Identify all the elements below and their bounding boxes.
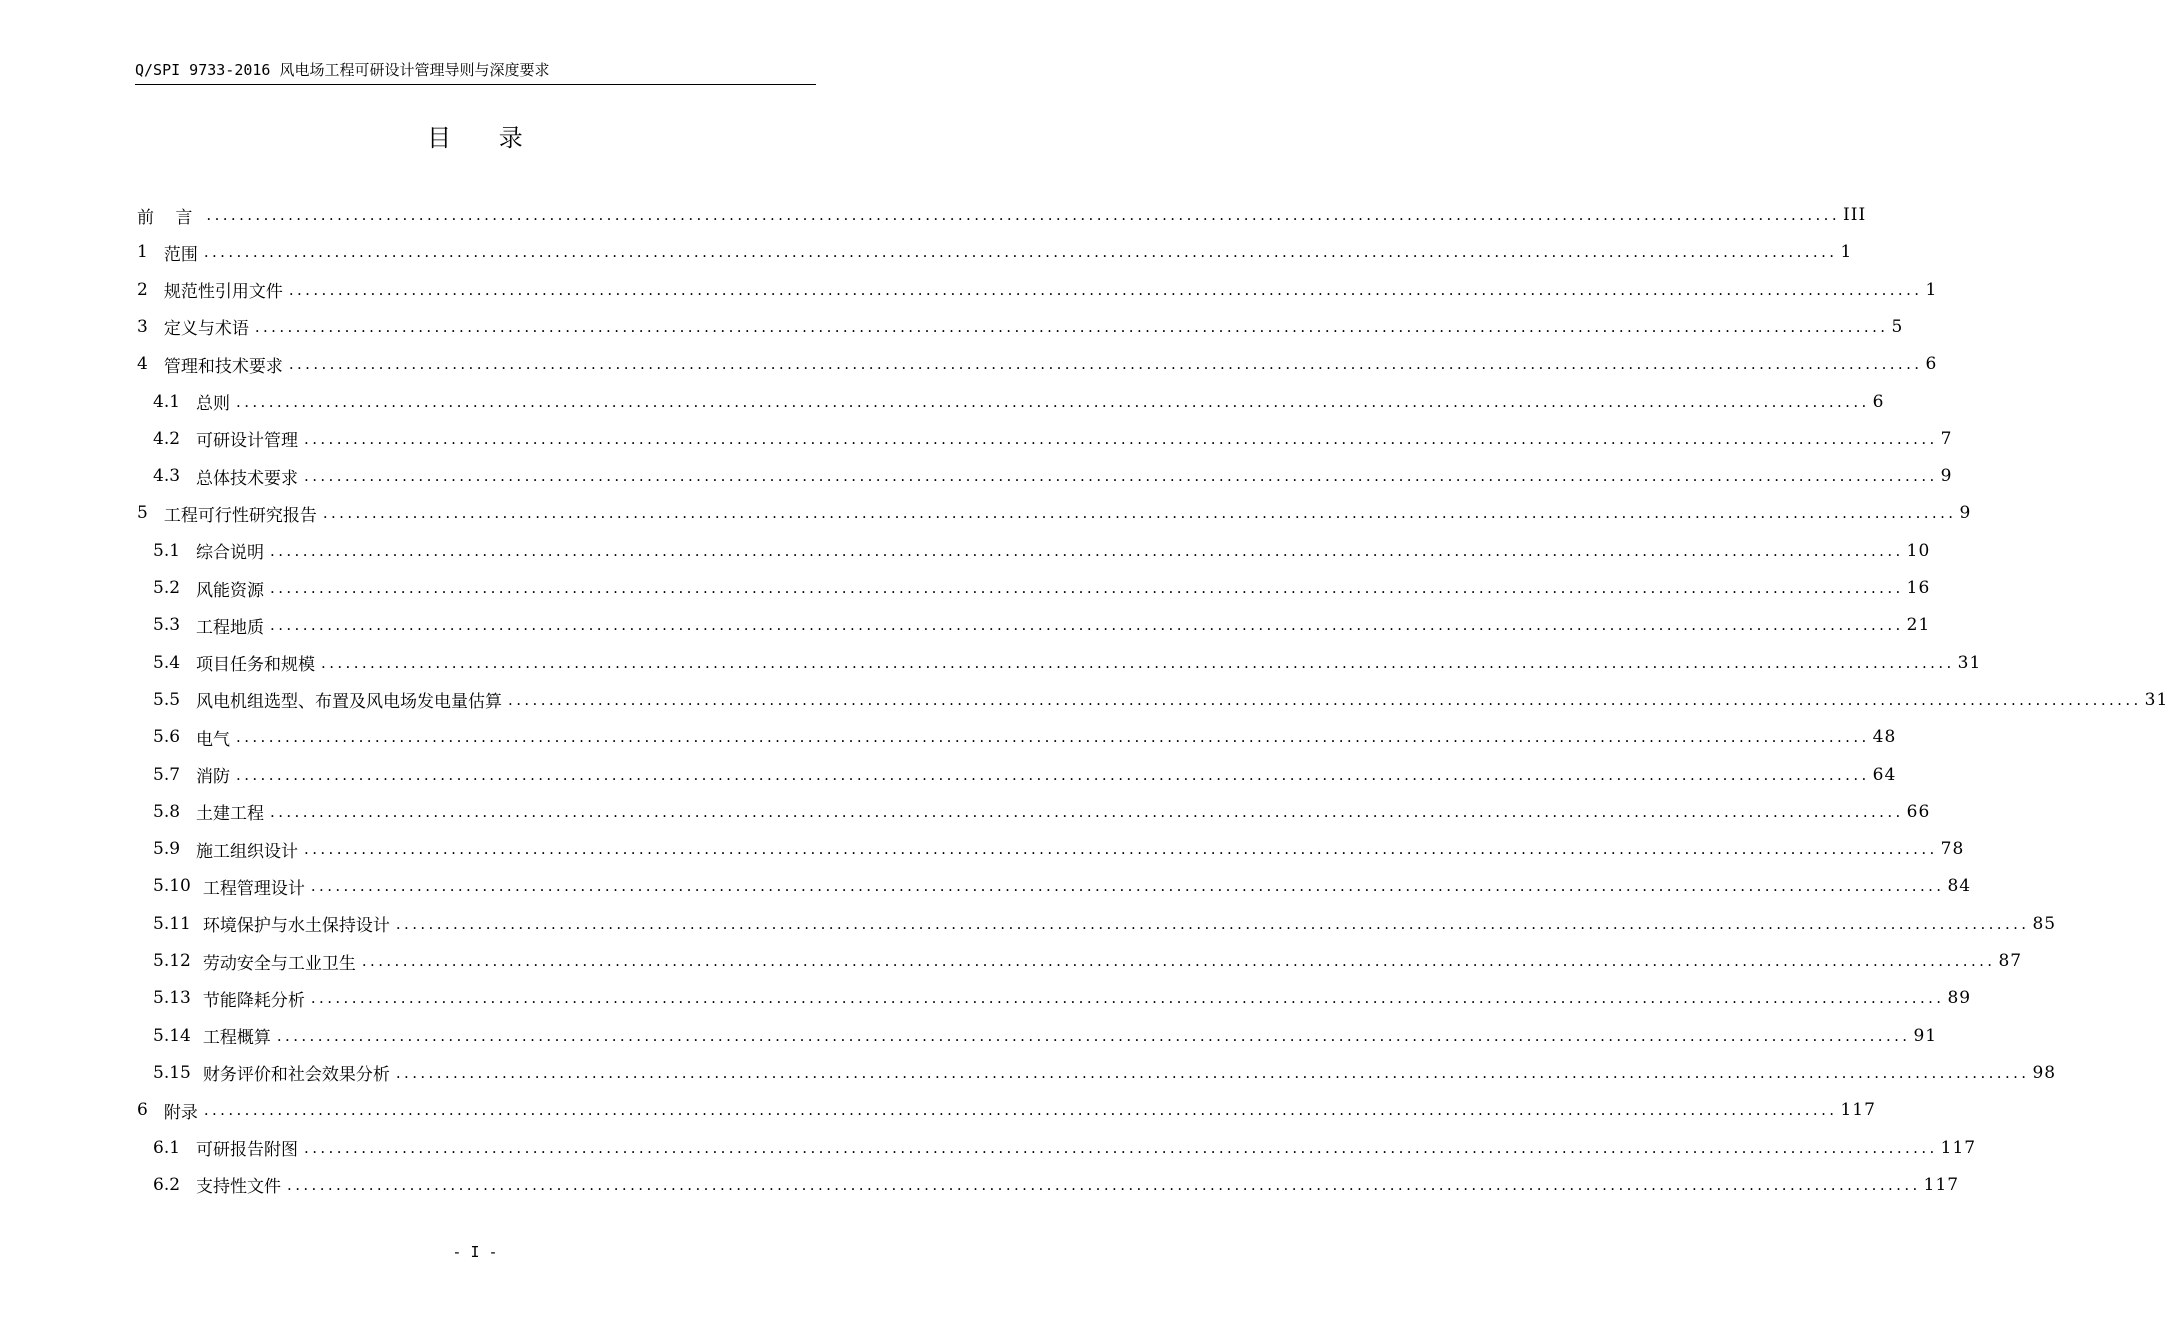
toc-entry-page: III: [1843, 205, 1867, 225]
toc-entry-number: 4: [137, 354, 148, 375]
toc-entry-page: 16: [1906, 578, 1931, 598]
toc-entry[interactable]: [153, 461, 1953, 491]
toc-entry-number: 5.15: [153, 1062, 191, 1083]
toc-leader-dots: ........................................................................................................................................................................................................: [270, 802, 1904, 821]
toc-leader-dots: ........................................................................................................................................................................................................: [270, 579, 1904, 597]
toc-entry-number: 5.4: [153, 652, 181, 673]
toc-leader-dots: ........................................................................................................................................................................................................: [270, 616, 1904, 635]
toc-entry-number: 5.2: [153, 578, 181, 598]
toc-entry[interactable]: [153, 797, 1931, 827]
toc-leader-dots: ........................................................................................................................................................................................................: [288, 280, 1923, 299]
toc-entry-number: 4.3: [153, 466, 181, 487]
toc-entry-number: 5.11: [153, 913, 191, 934]
toc-entry-page: 64: [1872, 764, 1897, 785]
toc-entry-label: 消防: [196, 767, 231, 787]
toc-leader-dots: ........................................................................................................................................................................................................: [310, 877, 1945, 896]
toc-leader-dots: ........................................................................................................................................................................................................: [321, 653, 1955, 672]
toc-entry[interactable]: [153, 722, 1897, 752]
toc-entry-number: 5.8: [153, 801, 181, 822]
toc-entry-label: 附录: [163, 1102, 198, 1123]
toc-leader-dots: ........................................................................................................................................................................................................: [395, 914, 2030, 933]
toc-entry-number: 5.14: [153, 1025, 191, 1046]
toc-entry-label: 规范性引用文件: [163, 282, 283, 303]
toc-leader-dots: ........................................................................................................................................................................................................: [287, 1175, 1921, 1194]
toc-entry-label: 工程管理设计: [202, 878, 305, 899]
toc-entry-number: 5.9: [153, 839, 181, 860]
toc-entry-number: 5: [137, 503, 148, 524]
toc-entry-label: 定义与术语: [163, 319, 249, 340]
toc-entry[interactable]: [153, 685, 2168, 715]
toc-leader-dots: ........................................................................................................................................................................................................: [508, 690, 2142, 709]
toc-entry[interactable]: [153, 424, 1953, 454]
toc-leader-dots: ........................................................................................................................................................................................................: [304, 1138, 1938, 1157]
page-title: 目 录: [427, 124, 543, 152]
toc-leader-dots: ........................................................................................................................................................................................................: [203, 1101, 1838, 1120]
toc-entry-page: 6: [1925, 354, 1938, 375]
toc-leader-dots: ........................................................................................................................................................................................................: [304, 467, 1938, 486]
toc-entry-page: 5: [1891, 316, 1904, 337]
toc-entry-number: 5.5: [153, 689, 181, 710]
toc-entry[interactable]: [137, 349, 1938, 379]
toc-leader-dots: ........................................................................................................................................................................................................: [254, 317, 1889, 336]
toc-entry-label: 项目任务和规模: [196, 655, 316, 676]
toc-entry-page: 85: [2032, 913, 2057, 934]
toc-entry[interactable]: [153, 909, 2057, 939]
toc-entry-page: 84: [1947, 876, 1972, 897]
toc-entry-page: 7: [1940, 428, 1953, 449]
toc-entry-page: 117: [1840, 1100, 1876, 1121]
toc-entry-label: 工程地质: [196, 617, 265, 638]
toc-leader-dots: ........................................................................................................................................................................................................: [361, 952, 1996, 970]
toc-entry-page: 91: [1913, 1025, 1938, 1046]
toc-entry[interactable]: [137, 200, 1867, 230]
toc-entry-label: 范围: [163, 244, 198, 265]
toc-entry[interactable]: [153, 573, 1931, 603]
toc-entry-number: 2: [137, 279, 148, 300]
toc-entry-number: 6.1: [153, 1137, 181, 1158]
toc-entry-number: 4.2: [153, 428, 181, 449]
toc-entry-number: 5.6: [153, 727, 181, 748]
toc-entry-label: 风能资源: [196, 580, 265, 601]
toc-leader-dots: ........................................................................................................................................................................................................: [310, 989, 1945, 1008]
toc-entry-page: 98: [2032, 1062, 2057, 1083]
toc-entry-number: 3: [137, 316, 148, 337]
toc-entry-label: 工程概算: [202, 1028, 271, 1049]
toc-entry[interactable]: [137, 498, 1972, 528]
toc-entry[interactable]: [137, 312, 1904, 342]
toc-entry-label: 综合说明: [196, 543, 265, 564]
toc-leader-dots: ........................................................................................................................................................................................................: [203, 243, 1838, 262]
toc-entry-page: 78: [1940, 839, 1965, 860]
toc-entry-label: 风电机组选型、布置及风电场发电量估算: [196, 692, 503, 713]
toc-entry-label: 前 言: [137, 207, 201, 228]
toc-entry-page: 9: [1940, 466, 1953, 487]
toc-entry-number: 5.3: [153, 615, 181, 636]
toc-entry-number: 5.13: [153, 988, 191, 1009]
toc-leader-dots: ........................................................................................................................................................................................................: [236, 765, 1870, 784]
toc-entry[interactable]: [153, 983, 1972, 1013]
toc-entry-label: 管理和技术要求: [163, 356, 283, 377]
toc-leader-dots: ........................................................................................................................................................................................................: [395, 1063, 2030, 1082]
toc-entry[interactable]: [153, 834, 1965, 864]
toc-entry-page: 1: [1840, 242, 1853, 263]
toc-entry[interactable]: [153, 648, 1982, 678]
toc-entry-number: 5.10: [153, 876, 191, 897]
toc-entry-number: 5.1: [153, 540, 181, 561]
toc-entry-number: 1: [137, 242, 148, 263]
toc-entry-label: 可研报告附图: [196, 1140, 299, 1160]
toc-entry-label: 环境保护与水土保持设计: [202, 916, 390, 937]
toc-entry-page: 87: [1998, 951, 2023, 971]
toc-entry-label: 可研设计管理: [196, 431, 299, 452]
toc-entry[interactable]: [153, 610, 1931, 640]
toc-leader-dots: ........................................................................................................................................................................................................: [236, 728, 1870, 747]
toc-entry-label: 劳动安全与工业卫生: [202, 953, 356, 974]
toc-entry[interactable]: [137, 275, 1938, 305]
toc-entry-label: 节能降耗分析: [202, 990, 305, 1011]
toc-entry-label: 电气: [196, 729, 231, 750]
toc-entry[interactable]: [137, 237, 1853, 267]
toc-entry-page: 48: [1872, 727, 1897, 748]
toc-entry-page: 9: [1959, 503, 1972, 524]
toc-entry-label: 财务评价和社会效果分析: [202, 1065, 390, 1086]
toc-entry[interactable]: [153, 1133, 1977, 1163]
running-header: Q/SPI 9733-2016 风电场工程可研设计管理导则与深度要求: [135, 58, 816, 85]
toc-entry[interactable]: [153, 1021, 1938, 1051]
toc-leader-dots: ........................................................................................................................................................................................................: [304, 429, 1938, 448]
toc-entry-page: 21: [1906, 615, 1931, 636]
toc-entry-page: 117: [1940, 1137, 1977, 1158]
toc-leader-dots: ........................................................................................................................................................................................................: [270, 541, 1904, 560]
toc-leader-dots: ........................................................................................................................................................................................................: [276, 1026, 1911, 1045]
toc-entry[interactable]: [153, 871, 1972, 901]
toc-leader-dots: ........................................................................................................................................................................................................: [288, 355, 1923, 374]
toc-leader-dots: ........................................................................................................................................................................................................: [206, 206, 1841, 224]
toc-entry-label: 施工组织设计: [196, 841, 299, 862]
toc-entry-page: 66: [1906, 801, 1931, 822]
toc-entry[interactable]: [153, 760, 1897, 790]
toc-entry-page: 1: [1925, 279, 1938, 300]
toc-entry-number: 6: [137, 1100, 148, 1121]
toc-entry-page: 31: [1957, 652, 1982, 673]
toc-entry-number: 5.7: [153, 764, 181, 785]
toc-entry-label: 总体技术要求: [196, 468, 299, 489]
toc-entry-page: 89: [1947, 988, 1972, 1009]
toc-entry[interactable]: [153, 1170, 1960, 1200]
toc-entry-page: 31: [2144, 689, 2168, 710]
toc-entry-label: 总则: [196, 394, 231, 414]
toc-entry-label: 支持性文件: [196, 1177, 282, 1198]
toc-entry-page: 117: [1923, 1174, 1960, 1195]
toc-entry-page: 6: [1872, 391, 1885, 412]
toc-entry-label: 工程可行性研究报告: [163, 505, 317, 526]
toc-leader-dots: ........................................................................................................................................................................................................: [236, 392, 1870, 411]
toc-entry[interactable]: [153, 387, 1885, 417]
toc-leader-dots: ........................................................................................................................................................................................................: [322, 504, 1957, 523]
toc-entry-number: 6.2: [153, 1174, 181, 1195]
page-number: - I -: [452, 1243, 498, 1261]
toc-entry-number: 4.1: [153, 391, 181, 412]
toc-entry[interactable]: [153, 946, 2023, 976]
toc-entry-label: 土建工程: [196, 804, 265, 825]
toc-entry-number: 5.12: [153, 951, 191, 971]
toc-entry[interactable]: [153, 1058, 2057, 1088]
toc-entry[interactable]: [137, 1095, 1876, 1125]
toc-entry[interactable]: [153, 536, 1931, 566]
toc-entry-page: 10: [1906, 540, 1931, 561]
toc-leader-dots: ........................................................................................................................................................................................................: [304, 840, 1938, 859]
